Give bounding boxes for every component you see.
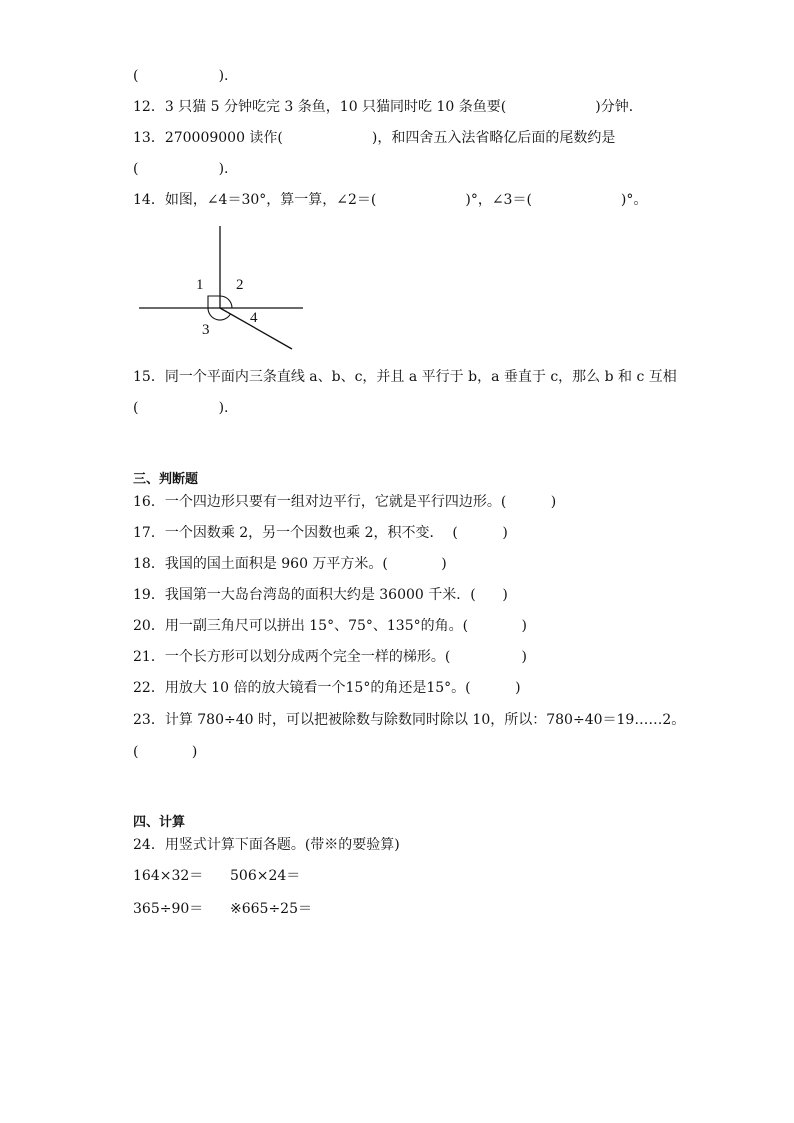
question-14: 14．如图，∠4＝30°，算一算，∠2＝( )°，∠3＝( )°。	[133, 192, 648, 208]
question-17: 17．一个因数乘 2，另一个因数也乘 2，积不变． ( )	[133, 525, 508, 541]
question-22: 22．用放大 10 倍的放大镜看一个15°的角还是15°。( )	[133, 680, 521, 696]
angle-label-4: 4	[250, 310, 258, 326]
question-18: 18．我国的国土面积是 960 万平方米。( )	[133, 556, 447, 572]
question-19: 19．我国第一大岛台湾岛的面积大约是 36000 千米．( )	[133, 587, 508, 603]
question-15: 15．同一个平面内三条直线 a、b、c，并且 a 平行于 b，a 垂直于 c，那么 b 和 c 互相	[133, 369, 677, 385]
question-23: 23．计算 780÷40 时，可以把被除数与除数同时除以 10，所以：780÷40＝19……2。	[133, 712, 686, 728]
angle-label-2: 2	[236, 277, 244, 293]
question-24: 24．用竖式计算下面各题。(带※的要验算)	[133, 837, 400, 853]
section-title-judge: 三、判断题	[133, 472, 199, 487]
answer-blank-line: ( ).	[133, 68, 229, 84]
calc-item-3: 365÷90＝	[133, 901, 204, 917]
angle-2-arc	[220, 296, 232, 308]
section-title-calc: 四、计算	[133, 815, 186, 830]
question-13: 13．270009000 读作( )，和四舍五入法省略亿后面的尾数约是	[133, 130, 616, 146]
angle-3-arc	[208, 308, 230, 320]
angle-label-3: 3	[202, 322, 210, 338]
calc-item-2: 506×24＝	[230, 868, 301, 884]
angle-figure	[133, 220, 313, 355]
question-13-blank: ( ).	[133, 161, 229, 177]
question-15-blank: ( ).	[133, 400, 229, 416]
question-23-blank: ( )	[133, 744, 198, 760]
question-20: 20．用一副三角尺可以拼出 15°、75°、135°的角。( )	[133, 618, 527, 634]
question-12: 12．3 只猫 5 分钟吃完 3 条鱼，10 只猫同时吃 10 条鱼要( )分钟．	[133, 99, 643, 115]
angle-label-1: 1	[196, 277, 204, 293]
question-21: 21．一个长方形可以划分成两个完全一样的梯形。( )	[133, 649, 527, 665]
calc-item-4: ※665÷25＝	[230, 901, 312, 917]
calc-item-1: 164×32＝	[133, 868, 204, 884]
right-angle-mark	[208, 296, 220, 308]
question-16: 16．一个四边形只要有一组对边平行，它就是平行四边形。( )	[133, 494, 557, 510]
